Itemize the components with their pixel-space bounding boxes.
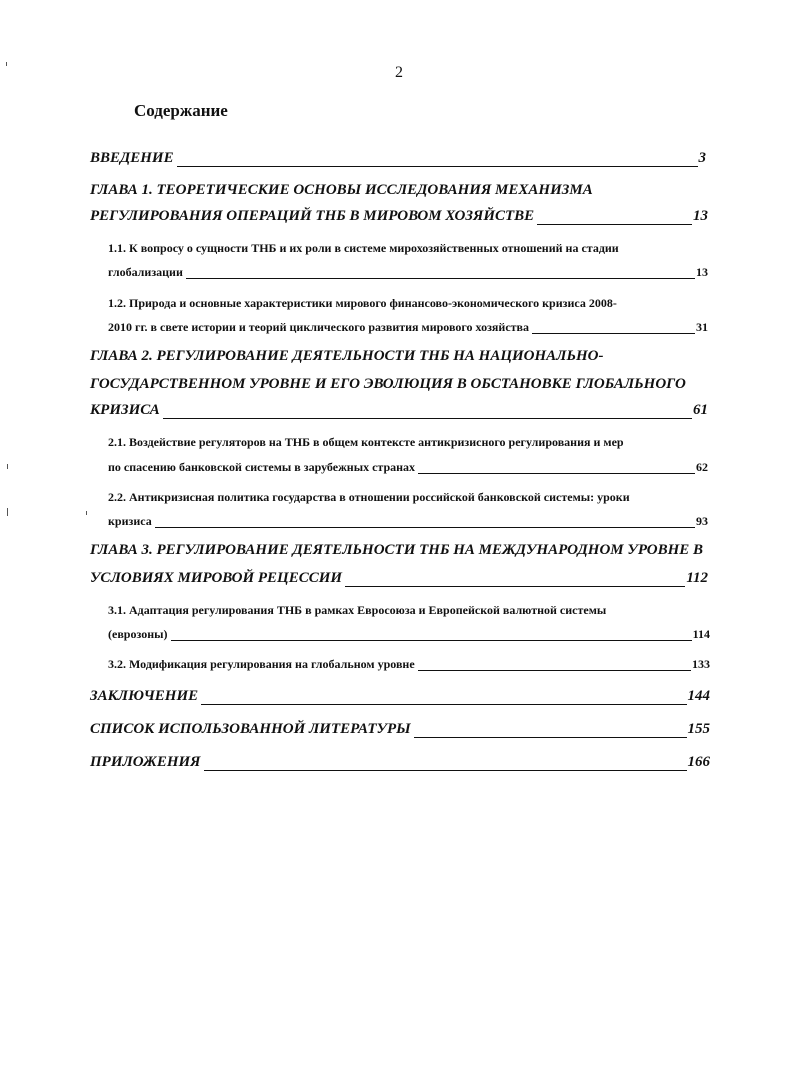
toc-page-number: 155 <box>687 721 710 737</box>
toc-entry-line: 3.1. Адаптация регулирования ТНБ в рамках Евросоюза и Европейской валютной системы <box>108 603 607 617</box>
toc-page-number: 13 <box>696 265 708 279</box>
toc-leader-line <box>537 224 692 225</box>
toc-leader-line <box>204 770 687 771</box>
toc-title: Содержание <box>134 101 228 120</box>
toc-leader-line <box>345 586 685 587</box>
scan-mark <box>86 511 87 515</box>
scan-mark <box>7 464 8 469</box>
toc-entry-line: ГЛАВА 3. РЕГУЛИРОВАНИЕ ДЕЯТЕЛЬНОСТИ ТНБ НА МЕЖДУНАРОДНОМ УРОВНЕ В <box>90 542 704 558</box>
toc-leader-line <box>532 333 695 334</box>
toc-entry-line: 1.1. К вопросу о сущности ТНБ и их роли в системе мирохозяйственных отношений на стадии <box>108 241 619 255</box>
toc-entry-line: 2.1. Воздействие регуляторов на ТНБ в общем контексте антикризисного регулирования и мер <box>108 435 624 449</box>
toc-page-number: 61 <box>693 402 708 418</box>
toc-page-number: 62 <box>696 460 708 474</box>
page-number: 2 <box>395 64 403 81</box>
toc-entry-line: ВВЕДЕНИЕ <box>90 150 174 166</box>
toc-entry-line: 2010 гг. в свете истории и теорий циклического развития мирового хозяйства <box>108 320 530 334</box>
toc-entry-line: СПИСОК ИСПОЛЬЗОВАННОЙ ЛИТЕРАТУРЫ <box>90 721 411 737</box>
scan-mark <box>6 62 7 66</box>
toc-page-number: 144 <box>687 688 710 704</box>
toc-entry-line: ГЛАВА 1. ТЕОРЕТИЧЕСКИЕ ОСНОВЫ ИССЛЕДОВАНИЯ МЕХАНИЗМА <box>90 182 593 198</box>
toc-entry-line: ГОСУДАРСТВЕННОМ УРОВНЕ И ЕГО ЭВОЛЮЦИЯ В ОБСТАНОВКЕ ГЛОБАЛЬНОГО <box>90 376 686 392</box>
toc-page-number: 114 <box>692 627 710 641</box>
toc-page-number: 13 <box>693 208 708 224</box>
toc-entry-line: КРИЗИСА <box>90 402 160 418</box>
toc-entry-line: кризиса <box>108 514 152 528</box>
toc-entry-line: ЗАКЛЮЧЕНИЕ <box>90 688 199 704</box>
scan-mark <box>7 508 8 516</box>
toc-page-number: 3 <box>698 150 706 166</box>
toc-leader-line <box>418 473 695 474</box>
toc-entry-line: УСЛОВИЯХ МИРОВОЙ РЕЦЕССИИ <box>90 570 343 586</box>
toc-entry-line: ГЛАВА 2. РЕГУЛИРОВАНИЕ ДЕЯТЕЛЬНОСТИ ТНБ НА НАЦИОНАЛЬНО- <box>90 348 604 364</box>
toc-entry-line: глобализации <box>108 265 183 279</box>
toc-page-number: 166 <box>687 754 710 770</box>
toc-leader-line <box>414 737 687 738</box>
toc-entry-line: 2.2. Антикризисная политика государства в отношении российской банковской системы: уроки <box>108 490 630 504</box>
toc-entry-line: по спасению банковской системы в зарубежных странах <box>108 460 416 474</box>
toc-leader-line <box>418 670 691 671</box>
toc-page-number: 112 <box>686 570 708 586</box>
toc-leader-line <box>163 418 692 419</box>
toc-page-number: 133 <box>692 657 710 671</box>
toc-leader-line <box>155 527 695 528</box>
toc-entry-line: РЕГУЛИРОВАНИЯ ОПЕРАЦИЙ ТНБ В МИРОВОМ ХОЗЯЙСТВЕ <box>90 208 535 224</box>
toc-entry-line: ПРИЛОЖЕНИЯ <box>90 754 201 770</box>
toc-leader-line <box>171 640 692 641</box>
toc-entry-line: (еврозоны) <box>108 627 168 641</box>
toc-entry-line: 1.2. Природа и основные характеристики мирового финансово-экономического кризиса 2008- <box>108 296 617 310</box>
toc-leader-line <box>201 704 686 705</box>
toc-page-number: 31 <box>696 320 708 334</box>
toc-page-number: 93 <box>696 514 708 528</box>
toc-leader-line <box>186 278 695 279</box>
toc-entry-line: 3.2. Модификация регулирования на глобальном уровне <box>108 657 415 671</box>
toc-leader-line <box>177 166 698 167</box>
